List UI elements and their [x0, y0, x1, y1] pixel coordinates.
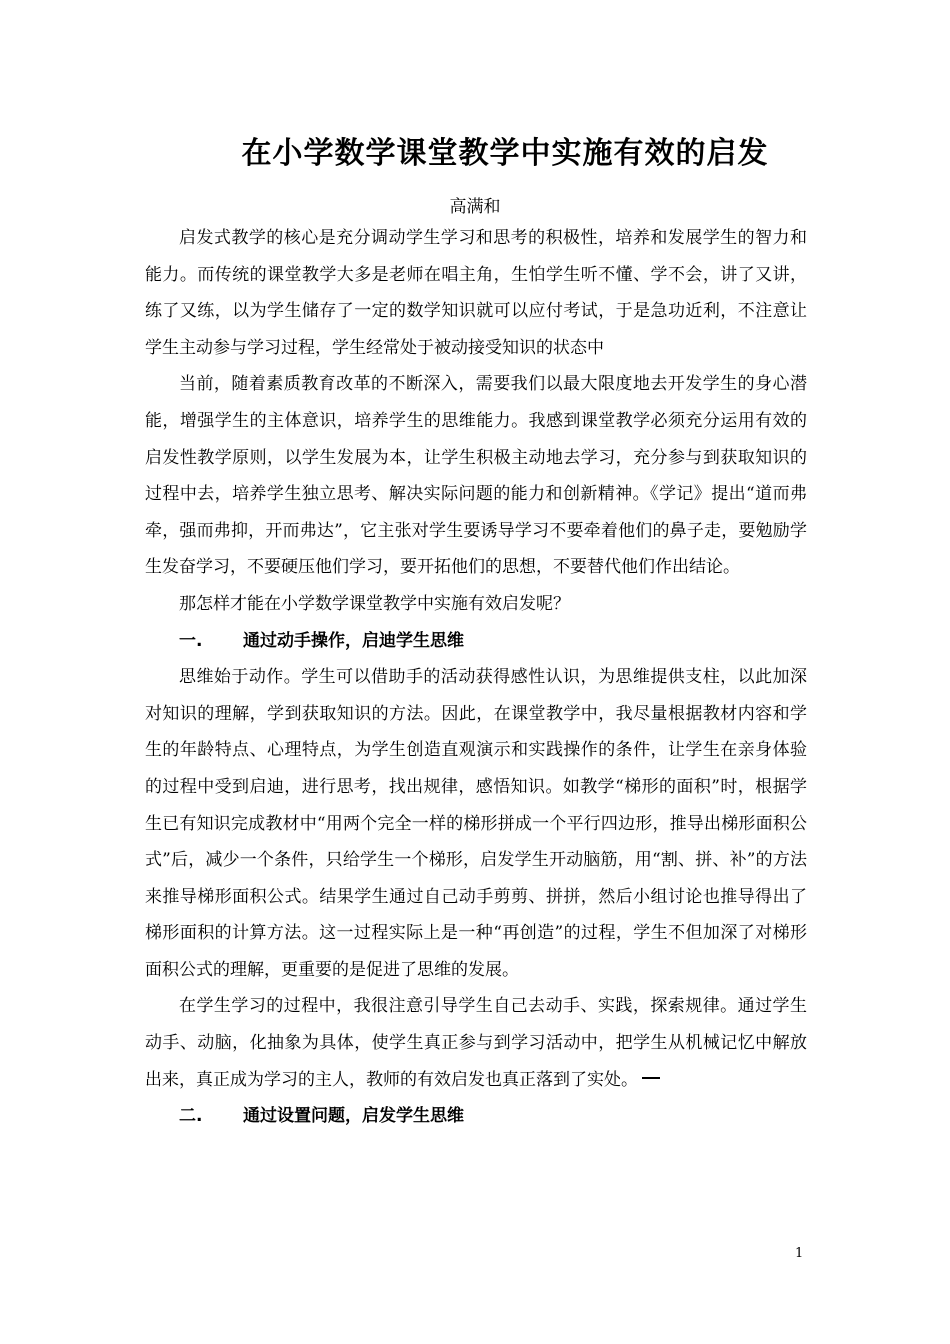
section-title-2: 通过设置问题，启发学生思维	[243, 1106, 464, 1127]
page-number: 1	[795, 1246, 804, 1261]
section-number-2: 二.	[179, 1106, 203, 1127]
paragraph-background: 当前，随着素质教育改革的不断深入，需要我们以最大限度地去开发学生的身心潜能，增强学生的主体意识，培养学生的思维能力。我感到课堂教学必须充分运用有效的启发性教学原则，以学生发展为本，让学生积极主动地去学习，充分参与到获取知识的过程中去，培养学生独立思考、解决实际问题的能力和创新精神。《学记》提出“道而弗牵，强而弗抑，开而弗达”，它主张对学生要诱导学习不要牵着他们的鼻子走，要勉励学生发奋学习，不要硬压他们学习，要开拓他们的思想，不要替代他们作出结论。	[145, 374, 807, 578]
paragraph-question: 那怎样才能在小学数学课堂教学中实施有效启发呢？	[179, 593, 570, 614]
author-name: 高满和	[449, 197, 501, 217]
paragraph-section-1-cont-text: 在学生学习的过程中，我很注意引导学生自己去动手、实践，探索规律。通过学生动手、动脑，化抽象为具体，使学生真正参与到学习活动中，把学生从机械记忆中解放出来，真正成为学习的主人，教师的有效启发也真正落到了实处。	[145, 996, 807, 1090]
section-title-1: 通过动手操作，启迪学生思维	[243, 630, 464, 651]
paragraph-intro: 启发式教学的核心是充分调动学生学习和思考的积极性，培养和发展学生的智力和能力。而传统的课堂教学大多是老师在唱主角，生怕学生听不懂、学不会，讲了又讲，练了又练，以为学生储存了一定的数学知识就可以应付考试，于是急功近利，不注意让学生主动参与学习过程，学生经常处于被动接受知识的状态中	[145, 228, 807, 358]
edit-mark	[642, 1077, 660, 1089]
document-body	[145, 220, 807, 1135]
section-heading-2	[145, 1098, 807, 1135]
section-number-1: 一.	[179, 630, 203, 651]
paragraph-section-1-cont	[145, 988, 807, 1098]
document-title: 在小学数学课堂教学中实施有效的启发	[241, 136, 769, 171]
section-heading-1	[145, 623, 807, 660]
paragraph-section-1: 思维始于动作。学生可以借助手的活动获得感性认识，为思维提供支柱，以此加深对知识的理解，学到获取知识的方法。因此，在课堂教学中，我尽量根据教材内容和学生的年龄特点、心理特点，为学生创造直观演示和实践操作的条件，让学生在亲身体验的过程中受到启迪，进行思考，找出规律，感悟知识。如教学“梯形的面积”时，根据学生已有知识完成教材中“用两个完全一样的梯形拼成一个平行四边形，推导出梯形面积公式”后，减少一个条件，只给学生一个梯形，启发学生开动脑筋，用“割、拼、补”的方法来推导梯形面积公式。结果学生通过自己动手剪剪、拼拼，然后小组讨论也推导得出了梯形面积的计算方法。这一过程实际上是一种“再创造”的过程，学生不但加深了对梯形面积公式的理解，更重要的是促进了思维的发展。	[145, 667, 807, 980]
